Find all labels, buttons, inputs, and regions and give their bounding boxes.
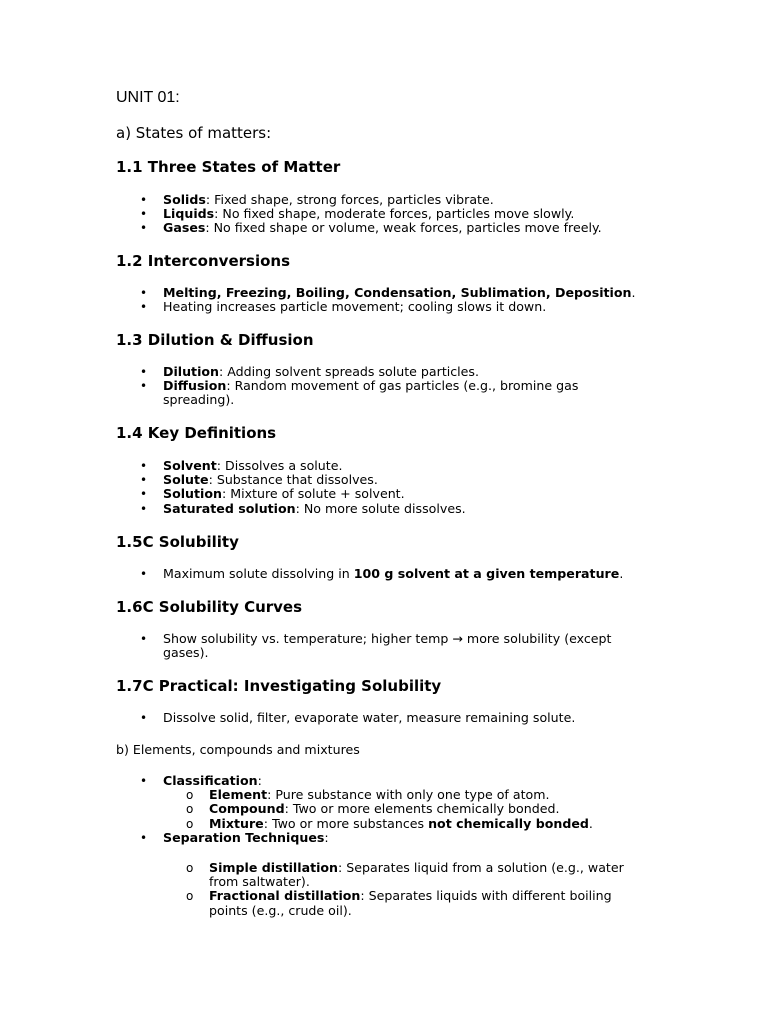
list-item: • Maximum solute dissolving in 100 g solvent at a given temperature. (116, 567, 656, 581)
unit-title: UNIT 01: (116, 89, 180, 106)
list-states (116, 193, 656, 236)
sublist-item: o Fractional distillation: Separates liquids with different boiling points (e.g., crude oil). (116, 889, 636, 917)
sublist-item: o Compound: Two or more elements chemically bonded. (116, 802, 636, 816)
list-item: • Solids: Fixed shape, strong forces, particles vibrate. (116, 193, 656, 207)
sublist-item: o Element: Pure substance with only one type of atom. (116, 788, 636, 802)
sublist-separation (163, 861, 636, 918)
heading-1-4: 1.4 Key Definitions (116, 424, 277, 442)
list-practical (116, 711, 656, 725)
list-item: • Show solubility vs. temperature; higher temp → more solubility (except gases). (116, 632, 636, 660)
list-item: • Dilution: Adding solvent spreads solute particles. (116, 365, 636, 379)
sublist-classification (163, 788, 636, 831)
list-item: • Heating increases particle movement; cooling slows it down. (116, 300, 656, 314)
sublist-item: o Simple distillation: Separates liquid from a solution (e.g., water from saltwater). (116, 861, 636, 889)
sublist-item: o Mixture: Two or more substances not chemically bonded. (116, 817, 636, 831)
list-item: • Saturated solution: No more solute dissolves. (116, 502, 656, 516)
heading-1-6c: 1.6C Solubility Curves (116, 598, 303, 616)
heading-1-1: 1.1 Three States of Matter (116, 158, 341, 176)
list-item: • Dissolve solid, filter, evaporate water, measure remaining solute. (116, 711, 656, 725)
list-item: • Melting, Freezing, Boiling, Condensation, Sublimation, Deposition. (116, 286, 656, 300)
list-item: • Diffusion: Random movement of gas particles (e.g., bromine gas spreading). (116, 379, 636, 407)
list-solubility (116, 567, 656, 581)
list-dilution (116, 365, 636, 408)
list-item: • Liquids: No fixed shape, moderate forces, particles move slowly. (116, 207, 656, 221)
heading-1-7c: 1.7C Practical: Investigating Solubility (116, 677, 442, 695)
list-item-classification: • Classification: o Element: Pure substance with only one type of atom. o Compound: Two or more elements chemically bonded. o Mixture: Two or more substances not chemically bonded. (116, 774, 636, 831)
section-b-title: b) Elements, compounds and mixtures (116, 742, 360, 757)
list-item: • Solvent: Dissolves a solute. (116, 459, 656, 473)
list-item-separation: • Separation Techniques: o Simple distillation: Separates liquid from a solution (e.g., water from saltwater). o Fractional distillation: Separates liquids with different boiling points (e.g., crude oil). (116, 831, 636, 918)
list-interconversions (116, 286, 656, 314)
section-a-title: a) States of matters: (116, 124, 272, 142)
list-item: • Solute: Substance that dissolves. (116, 473, 656, 487)
heading-1-2: 1.2 Interconversions (116, 252, 291, 270)
list-elements (116, 774, 636, 918)
heading-1-5c: 1.5C Solubility (116, 533, 239, 551)
list-item: • Solution: Mixture of solute + solvent. (116, 487, 656, 501)
heading-1-3: 1.3 Dilution & Diffusion (116, 331, 314, 349)
list-curves (116, 632, 636, 660)
list-item: • Gases: No fixed shape or volume, weak forces, particles move freely. (116, 221, 656, 235)
list-definitions (116, 459, 656, 516)
